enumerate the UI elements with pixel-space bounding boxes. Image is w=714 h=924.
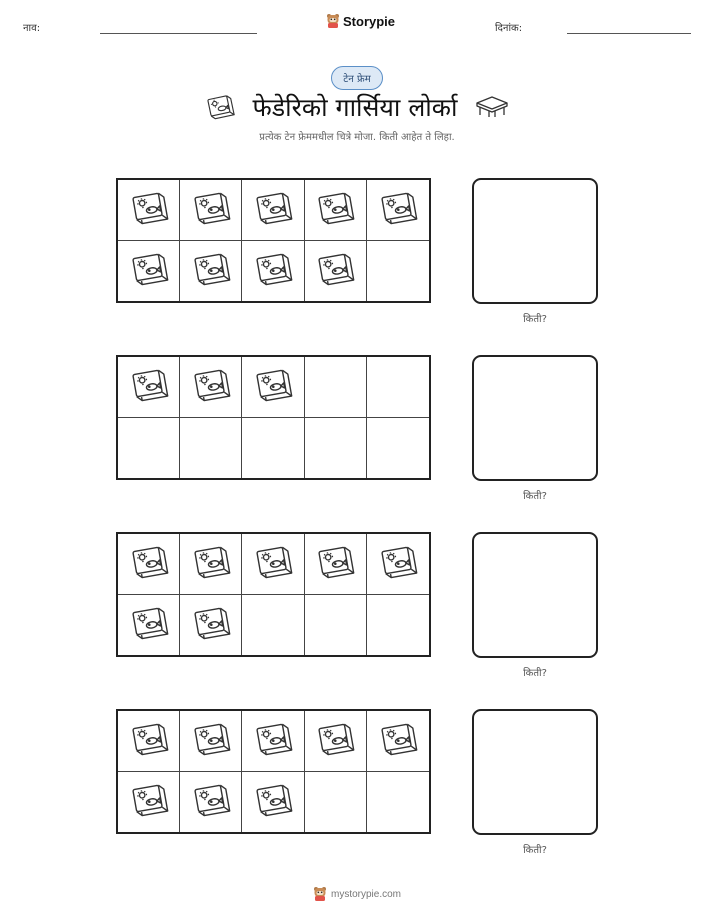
frame-cell xyxy=(367,772,429,833)
frame-cell xyxy=(118,595,180,656)
frame-cell xyxy=(118,418,180,479)
book-icon xyxy=(378,189,418,231)
answer-box-4[interactable] xyxy=(472,709,598,835)
name-field[interactable] xyxy=(100,33,257,34)
book-icon xyxy=(191,189,231,231)
frame-cell xyxy=(242,595,304,656)
date-field[interactable] xyxy=(567,33,691,34)
book-icon xyxy=(129,250,169,292)
answer-label-4: किती? xyxy=(523,845,547,856)
answer-label-1: किती? xyxy=(523,314,547,325)
answer-box-3[interactable] xyxy=(472,532,598,658)
frame-cell xyxy=(367,711,429,772)
frame-cell xyxy=(242,241,304,302)
answer-label-2: किती? xyxy=(523,491,547,502)
ten-frame-2 xyxy=(116,355,431,480)
book-icon xyxy=(191,543,231,585)
worksheet-type-badge: टेन फ्रेम xyxy=(331,66,383,90)
book-icon xyxy=(378,720,418,762)
frame-cell xyxy=(305,772,367,833)
book-icon xyxy=(191,366,231,408)
book-icon xyxy=(191,250,231,292)
desk-icon xyxy=(475,95,509,119)
book-icon xyxy=(191,720,231,762)
answer-box-1[interactable] xyxy=(472,178,598,304)
book-icon xyxy=(129,720,169,762)
frame-cell xyxy=(180,180,242,241)
worksheet-title: फेडेरिको गार्सिया लोर्का xyxy=(252,93,458,122)
ten-frame-1 xyxy=(116,178,431,303)
frame-cell xyxy=(242,180,304,241)
frame-cell xyxy=(367,418,429,479)
frame-cell xyxy=(305,357,367,418)
instructions: प्रत्येक टेन फ्रेममधील चित्रे मोजा. किती आहेत ते लिहा. xyxy=(259,132,455,143)
frame-cell xyxy=(118,534,180,595)
frame-cell xyxy=(180,241,242,302)
brand xyxy=(326,13,395,29)
frame-cell xyxy=(180,595,242,656)
frame-cell xyxy=(118,711,180,772)
ten-frame-3 xyxy=(116,532,431,657)
frame-cell xyxy=(305,241,367,302)
frame-cell xyxy=(180,772,242,833)
book-icon xyxy=(191,604,231,646)
frame-cell xyxy=(180,357,242,418)
frame-cell xyxy=(242,534,304,595)
book-icon xyxy=(129,543,169,585)
frame-cell xyxy=(180,534,242,595)
frame-cell xyxy=(118,241,180,302)
book-icon xyxy=(129,366,169,408)
frame-cell xyxy=(118,772,180,833)
frame-cell xyxy=(367,534,429,595)
storypie-logo-icon xyxy=(313,886,327,902)
frame-cell xyxy=(305,711,367,772)
frame-cell xyxy=(242,418,304,479)
ten-frame-4 xyxy=(116,709,431,834)
frame-cell xyxy=(242,772,304,833)
name-label: नाव: xyxy=(23,23,41,34)
book-icon xyxy=(253,720,293,762)
book-icon xyxy=(378,543,418,585)
title-row xyxy=(0,90,714,124)
storypie-logo-icon xyxy=(326,13,340,29)
book-icon xyxy=(191,781,231,823)
book-icon xyxy=(129,781,169,823)
book-icon xyxy=(253,250,293,292)
footer xyxy=(0,886,714,902)
brand-name: Storypie xyxy=(343,13,396,29)
book-icon xyxy=(129,189,169,231)
frame-cell xyxy=(180,418,242,479)
frame-cell xyxy=(305,595,367,656)
frame-cell xyxy=(367,357,429,418)
frame-cell xyxy=(367,241,429,302)
frame-cell xyxy=(118,357,180,418)
footer-url: mystorypie.com xyxy=(330,888,401,900)
frame-cell xyxy=(242,357,304,418)
book-icon xyxy=(315,250,355,292)
book-icon xyxy=(315,720,355,762)
frame-cell xyxy=(305,534,367,595)
book-icon xyxy=(253,366,293,408)
frame-cell xyxy=(305,180,367,241)
book-icon xyxy=(315,189,355,231)
book-icon xyxy=(315,543,355,585)
book-icon xyxy=(129,604,169,646)
frame-cell xyxy=(367,595,429,656)
book-icon xyxy=(253,189,293,231)
frame-cell xyxy=(180,711,242,772)
frame-cell xyxy=(118,180,180,241)
frame-cell xyxy=(367,180,429,241)
book-icon xyxy=(253,781,293,823)
book-icon xyxy=(253,543,293,585)
frame-cell xyxy=(305,418,367,479)
book-icon xyxy=(205,93,235,121)
date-label: दिनांक: xyxy=(495,23,523,34)
answer-box-2[interactable] xyxy=(472,355,598,481)
frame-cell xyxy=(242,711,304,772)
answer-label-3: किती? xyxy=(523,668,547,679)
